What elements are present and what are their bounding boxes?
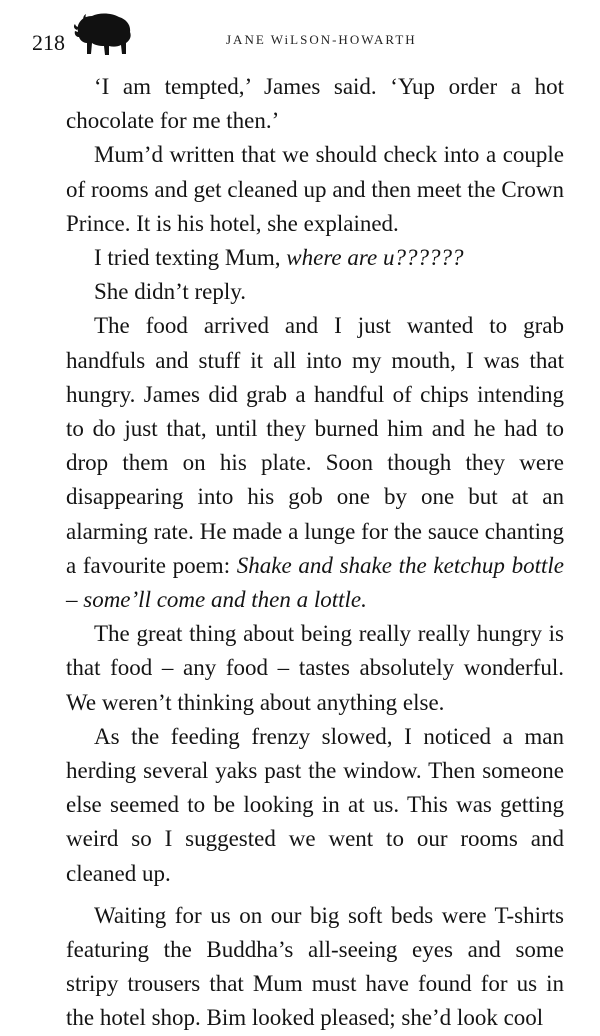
page-number: 218 bbox=[32, 30, 65, 55]
paragraph: The great thing about being really really hungry is that food – any food – tastes absolutely wonderful. We weren’t thinking about anything else. bbox=[66, 621, 564, 715]
page-header bbox=[0, 0, 600, 70]
paragraph: She didn’t reply. bbox=[94, 279, 247, 305]
paragraph: ‘I am tempted,’ James said. ‘Yup order a hot chocolate for me then.’ bbox=[66, 74, 564, 134]
running-head: JANE WiLSON-HOWARTH bbox=[226, 32, 417, 47]
paragraph: Waiting for us on our big soft beds were T-shirts featuring the Buddha’s all-seeing eyes and some stripy trousers that Mum must have found for us in the hotel shop. Bim looked pleased; she’d look cool bbox=[66, 902, 564, 1031]
paragraph: The food arrived and I just wanted to grab handfuls and stuff it all into my mouth, I was that hungry. James did grab a handful of chips intending to do just that, until they burned him and he had to drop them on his plate. Soon though they were disappearing into his gob one by one but at an alarming rate. He made a lunge for the sauce chanting a favourite poem: Shake and shake the ketchup bottle – some’ll come and then a lottle. bbox=[66, 313, 564, 613]
body-text bbox=[66, 70, 564, 1036]
yak-icon bbox=[72, 10, 134, 60]
italic-text: Shake and shake the ketchup bottle – some’ll come and then a lottle. bbox=[66, 552, 564, 613]
paragraph: I tried texting Mum, where are u?????? bbox=[94, 245, 464, 271]
italic-text: where are u?????? bbox=[286, 245, 464, 271]
paragraph: As the feeding frenzy slowed, I noticed a man herding several yaks past the window. Then someone else seemed to be looking in at us. This was getting weird so I suggested we went to our rooms and cleaned up. bbox=[66, 723, 564, 886]
paragraph: Mum’d written that we should check into a couple of rooms and get cleaned up and then meet the Crown Prince. It is his hotel, she explained. bbox=[66, 142, 564, 236]
